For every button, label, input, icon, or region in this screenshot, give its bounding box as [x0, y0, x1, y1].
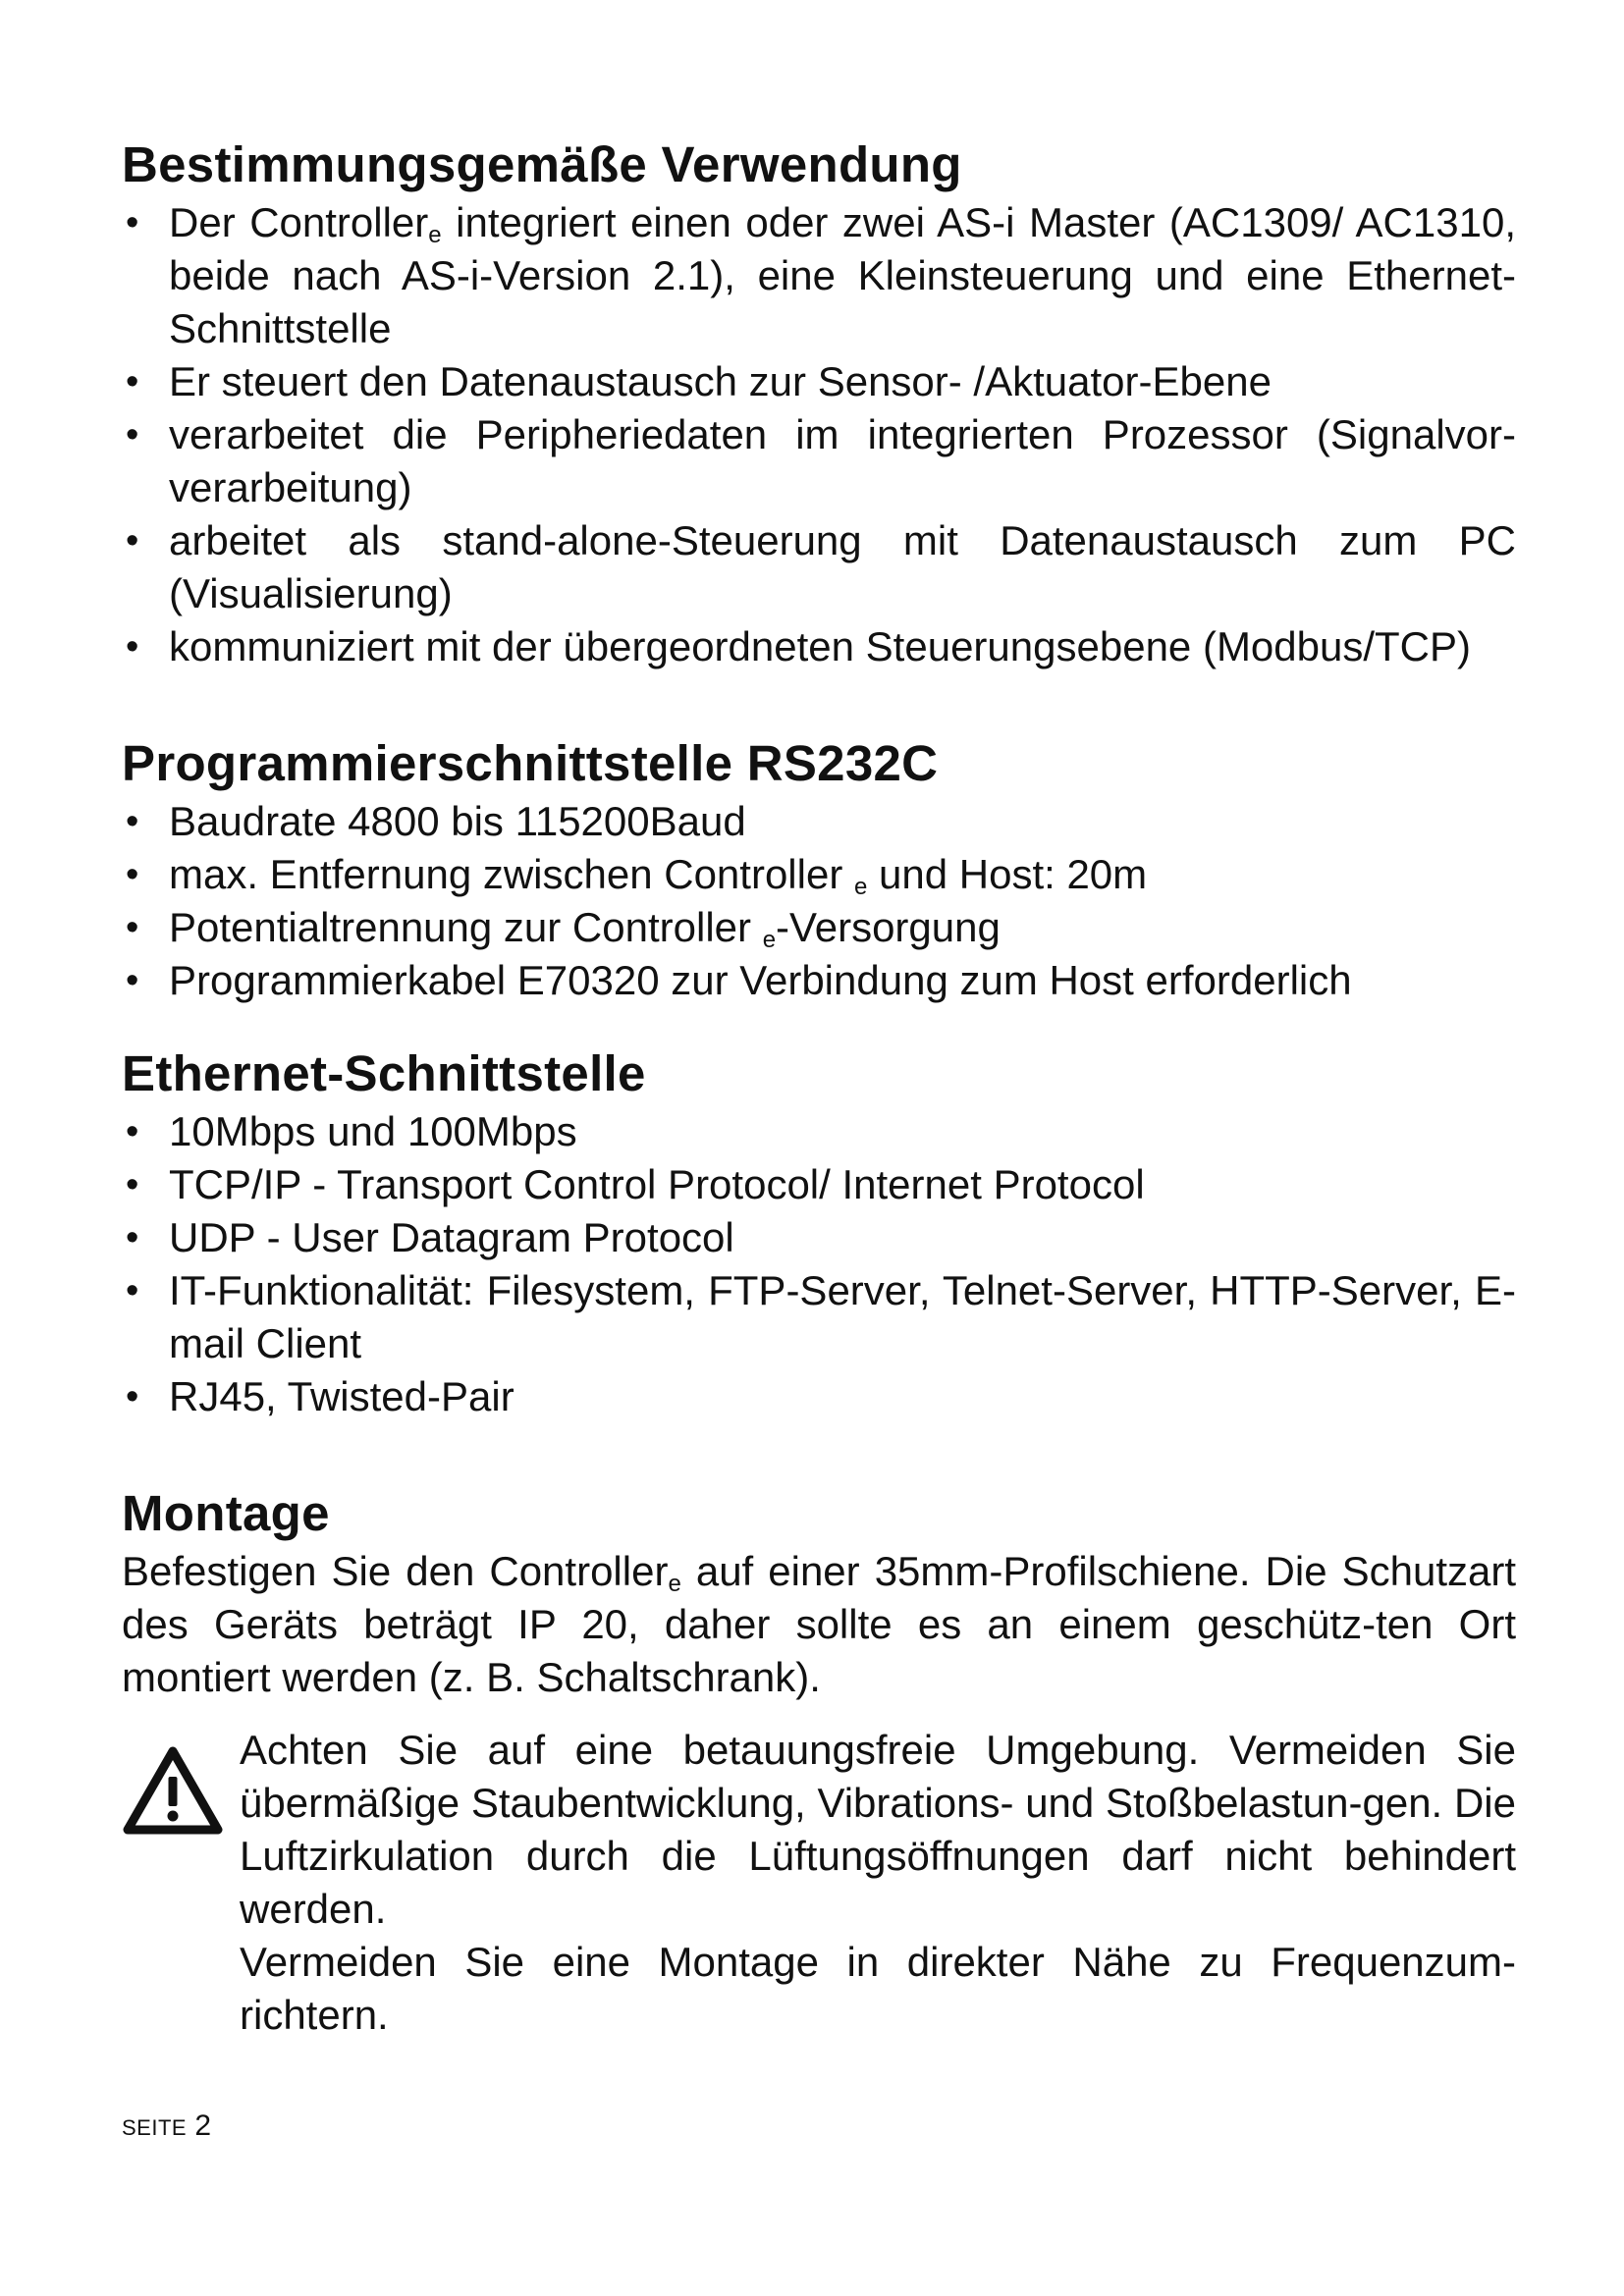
subscript: e — [668, 1571, 681, 1597]
subscript: e — [853, 874, 868, 900]
paragraph-text: auf einer 35mm-Profilschiene. Die Schutzart des Geräts beträgt IP 20, daher sollte es an einem geschütz-ten Ort montiert werden (z. B. Schaltschrank). — [122, 1548, 1516, 1700]
list-item — [122, 848, 1516, 901]
paragraph-text: Befestigen Sie den Controller — [122, 1548, 669, 1594]
warning-text — [240, 1724, 1516, 2042]
warning-triangle-icon — [122, 1724, 240, 2042]
list-item — [122, 901, 1516, 954]
page-label: SEITE — [122, 2115, 188, 2140]
list-item-text: integriert einen oder zwei AS-i Master (AC1309/ AC1310, beide nach AS-i-Version 2.1), eine Kleinsteuerung und eine Ethernet-Schnittstelle — [169, 199, 1516, 351]
subscript: e — [762, 927, 777, 953]
list-item: • Programmierkabel E70320 zur Verbindung zum Host erforderlich — [122, 954, 1516, 1007]
usage-bullet-list — [122, 196, 1516, 673]
list-item: • IT-Funktionalität: Filesystem, FTP-Server, Telnet-Server, HTTP-Server, E-mail Client — [122, 1264, 1516, 1370]
warning-paragraph: Vermeiden Sie eine Montage in direkter Nähe zu Frequenzum-richtern. — [240, 1939, 1516, 2038]
section-heading-mounting: Montage — [122, 1485, 330, 1541]
list-item-text: Potentialtrennung zur Controller — [169, 904, 763, 950]
warning-paragraph: Achten Sie auf eine betauungsfreie Umgebung. Vermeiden Sie übermäßige Staubentwicklung, Vibrations- und Stoßbelastun-gen. Die Luftzirkulation durch die Lüftungsöffnungen darf nicht behindert werden. — [240, 1727, 1516, 1932]
list-item-text: und Host: 20m — [867, 851, 1148, 897]
list-item: • Baudrate 4800 bis 115200Baud — [122, 795, 1516, 848]
list-item-text: Der Controller — [169, 199, 429, 245]
section-heading-usage: Bestimmungsgemäße Verwendung — [122, 136, 962, 192]
rs232-bullet-list — [122, 795, 1516, 1007]
list-item — [122, 196, 1516, 355]
ethernet-bullet-list — [122, 1105, 1516, 1423]
section-heading-rs232: Programmierschnittstelle RS232C — [122, 735, 939, 791]
warning-notice — [122, 1724, 1516, 2042]
section-heading-ethernet: Ethernet-Schnittstelle — [122, 1045, 646, 1101]
page-number: 2 — [194, 2109, 212, 2142]
list-item-text: -Versorgung — [776, 904, 1001, 950]
list-item: • 10Mbps und 100Mbps — [122, 1105, 1516, 1158]
mounting-paragraph — [122, 1545, 1516, 1704]
list-item: • arbeitet als stand-alone-Steuerung mit Datenaustausch zum PC (Visualisierung) — [122, 514, 1516, 620]
list-item: • RJ45, Twisted-Pair — [122, 1370, 1516, 1423]
list-item: • Er steuert den Datenaustausch zur Sensor- /Aktuator-Ebene — [122, 355, 1516, 408]
list-item-text: max. Entfernung zwischen Controller — [169, 851, 854, 897]
page-content — [122, 133, 1516, 2042]
page-footer — [122, 2109, 211, 2146]
list-item: • TCP/IP - Transport Control Protocol/ Internet Protocol — [122, 1158, 1516, 1211]
list-item: • UDP - User Datagram Protocol — [122, 1211, 1516, 1264]
subscript: e — [428, 222, 442, 248]
list-item: • kommuniziert mit der übergeordneten Steuerungsebene (Modbus/TCP) — [122, 620, 1516, 673]
list-item: • verarbeitet die Peripheriedaten im integrierten Prozessor (Signalvor-verarbeitung) — [122, 408, 1516, 514]
